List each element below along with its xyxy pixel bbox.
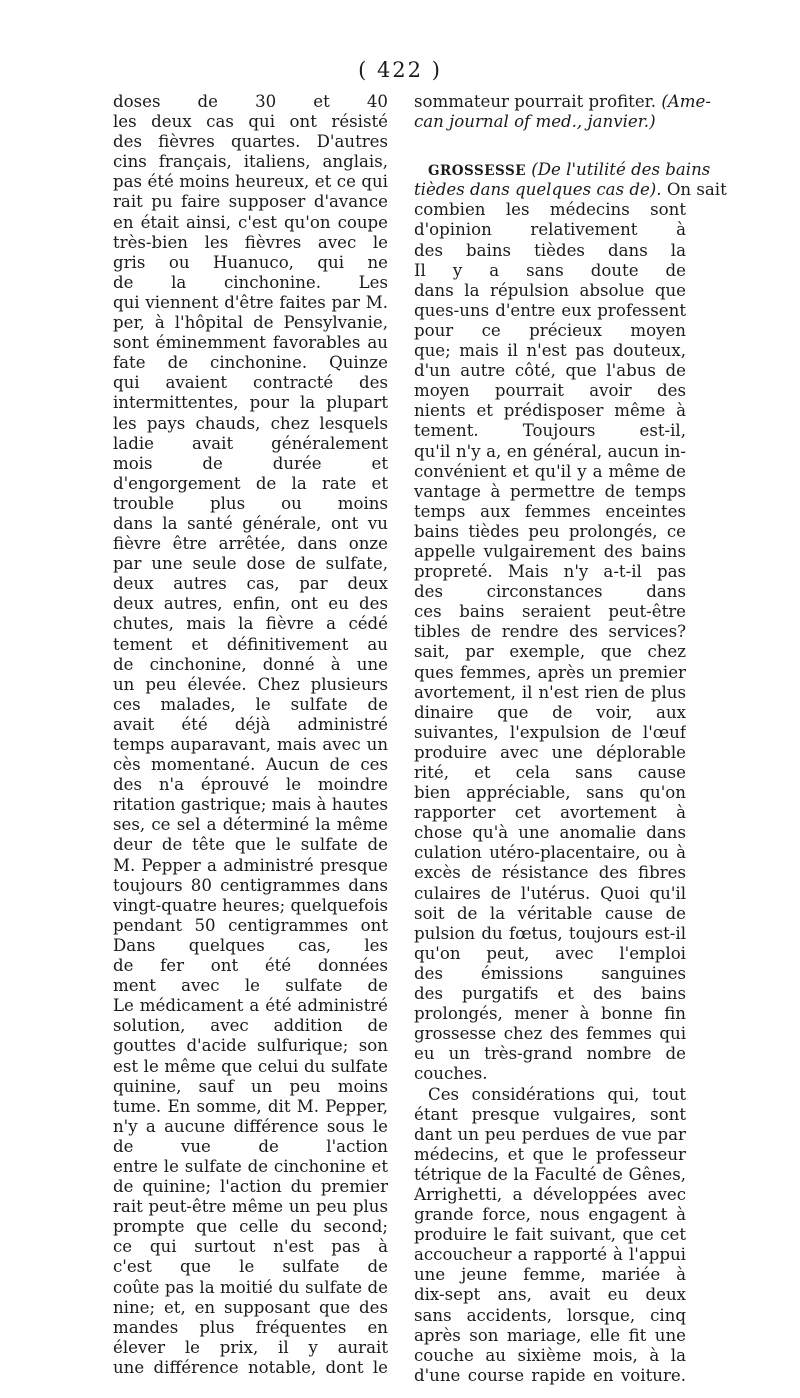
text-line: qu'on peut, avec l'emploi <box>414 943 686 963</box>
left-column <box>113 92 388 1398</box>
text-line: après son mariage, elle fit une <box>414 1325 686 1345</box>
text-line: d'un autre côté, que l'abus de <box>414 361 686 381</box>
text-line: culaires de l'utérus. Quoi qu'il <box>414 883 686 903</box>
text-line: est le même que celui du sulfate <box>113 1056 388 1076</box>
text-line: des émissions sanguines <box>414 963 686 983</box>
text-line: des circonstances dans <box>414 582 686 602</box>
right-column <box>414 92 727 1386</box>
section-heading-line <box>414 160 711 180</box>
text-line: qui avaient contracté des <box>113 373 388 393</box>
text-line: pas été moins heureux, et ce qui <box>113 172 388 192</box>
text-line: bien appréciable, sans qu'on <box>414 783 686 803</box>
text-line: doses de 30 et 40 <box>113 92 388 111</box>
text-line: deux autres cas, par deux <box>113 574 388 594</box>
text-line: propreté. Mais n'y a-t-il pas <box>414 562 686 582</box>
text-line: de cinchonine, donné à une <box>113 654 388 674</box>
text-line: produire avec une déplorable <box>414 742 686 762</box>
text-line: tume. En somme, dit M. Pepper, <box>113 1096 388 1116</box>
intro-text: sommateur pourrait profiter. <box>414 92 657 111</box>
text-line: deur de tête que le sulfate de <box>113 835 388 855</box>
text-line: d'une course rapide en voiture. <box>414 1365 686 1385</box>
text-line: eu un très-grand nombre de <box>414 1044 686 1064</box>
text-line <box>113 1378 388 1398</box>
text-line: pour ce précieux moyen <box>414 320 686 340</box>
text-line: couches. <box>414 1064 488 1084</box>
text-line <box>414 92 711 112</box>
text-line: étant presque vulgaires, sont <box>414 1104 686 1124</box>
text-line: ces malades, le sulfate de <box>113 694 388 714</box>
text-line: ladie avait généralement <box>113 433 388 453</box>
page-number: ( 422 ) <box>358 58 442 82</box>
text-line: couche au sixième mois, à la <box>414 1345 686 1365</box>
text-line: cès momentané. Aucun de ces <box>113 755 388 775</box>
text-line: de fer ont été données <box>113 956 388 976</box>
text-line: les deux cas qui ont résisté <box>113 112 388 132</box>
text-line: fièvre être arrêtée, dans onze <box>113 534 388 554</box>
text-line: tibles de rendre des services? <box>414 622 686 642</box>
text-line: un peu élevée. Chez plusieurs <box>113 674 388 694</box>
text-line: de quinine; l'action du premier <box>113 1177 388 1197</box>
text-line: mois de durée et <box>113 453 388 473</box>
text-line: très-bien les fièvres avec le <box>113 232 388 252</box>
text-line: rité, et cela sans cause <box>414 763 686 782</box>
source-citation: (Ame- <box>661 92 711 111</box>
text-line: n'y a aucune différence sous le <box>113 1116 388 1136</box>
text-line: ritation gastrique; mais à hautes <box>113 795 388 815</box>
text-line: sans accidents, lorsque, cinq <box>414 1305 686 1325</box>
text-line: nients et prédisposer même à <box>414 401 686 421</box>
text-line: culation utéro-placentaire, ou à <box>414 843 686 863</box>
text-line: grossesse chez des femmes qui <box>414 1024 686 1044</box>
text-line: prolongés, mener à bonne fin <box>414 1004 686 1024</box>
text-line: bains tièdes peu prolongés, ce <box>414 521 686 541</box>
text-line: toujours 80 centigrammes dans <box>113 875 388 895</box>
text-line: cins français, italiens, anglais, <box>113 152 388 172</box>
text-line: élever le prix, il y aurait <box>113 1337 388 1357</box>
text-line: deux autres, enfin, ont eu des <box>113 594 388 614</box>
text-line: per, à l'hôpital de Pensylvanie, <box>113 313 388 333</box>
text-line: dinaire que de voir, aux <box>414 702 686 722</box>
text-line: temps aux femmes enceintes <box>414 501 686 521</box>
text-line: dans la santé générale, ont vu <box>113 513 388 533</box>
text-line: des bains tièdes dans la <box>414 240 686 260</box>
text-line: Arrighetti, a développées avec <box>414 1184 686 1204</box>
section-subtitle: (De l'utilité des bains <box>531 160 711 180</box>
text-line: médecins, et que le professeur <box>414 1144 686 1164</box>
text-line: accoucheur a rapporté à l'appui <box>414 1245 686 1265</box>
text-line: gouttes d'acide sulfurique; son <box>113 1036 388 1056</box>
text-line: produire le fait suivant, que cet <box>414 1225 686 1245</box>
text-line: convénient et qu'il y a même de <box>414 461 686 481</box>
text-line: temps auparavant, mais avec un <box>113 735 388 754</box>
text-line: solution, avec addition de <box>113 1016 388 1036</box>
text-line: grande force, nous engagent à <box>414 1205 686 1225</box>
text-line: avortement, il n'est rien de plus <box>414 682 686 702</box>
text-line: pulsion du fœtus, toujours est-il <box>414 923 686 943</box>
text-line: appelle vulgairement des bains <box>414 541 686 561</box>
text-fragment: On sait <box>666 180 727 200</box>
section-gap <box>414 132 686 160</box>
section-heading: GROSSESSE <box>428 163 526 180</box>
text-line: soit de la véritable cause de <box>414 903 686 923</box>
text-line: avait été déjà administré <box>113 714 388 734</box>
text-line: intermittentes, pour la plupart <box>113 393 388 413</box>
text-line: qui viennent d'être faites par M. <box>113 292 388 312</box>
text-line: nine; et, en supposant que des <box>113 1297 388 1317</box>
text-line: ment avec le sulfate de <box>113 976 388 996</box>
text-line: des purgatifs et des bains <box>414 984 686 1004</box>
text-line: dix-sept ans, avait eu deux <box>414 1285 686 1305</box>
text-line: c'est que le sulfate de <box>113 1257 388 1277</box>
text-line: tement. Toujours est-il, <box>414 421 686 441</box>
text-line: en était ainsi, c'est qu'on coupe <box>113 212 388 232</box>
text-line: dans la répulsion absolue que <box>414 280 686 300</box>
text-line: tétrique de la Faculté de Gênes, <box>414 1164 686 1184</box>
text-line: M. Pepper a administré presque <box>113 855 388 875</box>
text-line: sont éminemment favorables au <box>113 333 388 353</box>
text-line: prompte que celle du second; <box>113 1217 388 1237</box>
text-line: chose qu'à une anomalie dans <box>414 823 686 843</box>
text-line: entre le sulfate de cinchonine et <box>113 1156 388 1176</box>
text-line: fate de cinchonine. Quinze <box>113 353 388 373</box>
text-line: ques femmes, après un premier <box>414 662 686 682</box>
text-line: qu'il n'y a, en général, aucun in- <box>414 441 686 461</box>
text-line: rait peut-être même un peu plus <box>113 1197 388 1217</box>
text-line: ce qui surtout n'est pas à <box>113 1237 388 1257</box>
text-line: Ces considérations qui, tout <box>428 1084 686 1104</box>
text-line: ses, ce sel a déterminé la même <box>113 815 388 835</box>
text-line: une jeune femme, mariée à <box>414 1265 686 1285</box>
text-line: sait, par exemple, que chez <box>414 642 686 662</box>
text-line: d'engorgement de la rate et <box>113 473 388 493</box>
text-line: tement et définitivement au <box>113 634 388 654</box>
text-line: combien les médecins sont <box>414 200 686 220</box>
text-line: rait pu faire supposer d'avance <box>113 192 388 212</box>
text-line: suivantes, l'expulsion de l'œuf <box>414 722 686 742</box>
text-line: mandes plus fréquentes en <box>113 1317 388 1337</box>
text-line: de la cinchonine. Les <box>113 272 388 292</box>
text-line: ces bains seraient peut-être <box>414 602 686 622</box>
text-line: coûte pas la moitié du sulfate de <box>113 1277 388 1297</box>
text-line: pendant 50 centigrammes ont <box>113 915 388 935</box>
section-subtitle-cont: tièdes dans quelques cas de). <box>414 180 662 200</box>
text-line: gris ou Huanuco, qui ne <box>113 252 388 272</box>
text-line: can journal of med., janvier.) <box>414 112 656 132</box>
text-line: chutes, mais la fièvre a cédé <box>113 614 388 634</box>
text-line: vingt-quatre heures; quelquefois <box>113 895 388 915</box>
text-line: que; mais il n'est pas douteux, <box>414 341 686 361</box>
text-line: Le médicament a été administré <box>113 996 388 1016</box>
text-line: par une seule dose de sulfate, <box>113 554 388 574</box>
text-line: des fièvres quartes. D'autres <box>113 132 388 152</box>
text-line <box>414 180 727 200</box>
text-line: rapporter cet avortement à <box>414 803 686 823</box>
text-line: excès de résistance des fibres <box>414 863 686 883</box>
text-line: des n'a éprouvé le moindre <box>113 775 388 795</box>
text-line: une différence notable, dont le <box>113 1357 388 1377</box>
text-line: Il y a sans doute de <box>414 260 686 280</box>
text-line: trouble plus ou moins <box>113 493 388 513</box>
text-line: d'opinion relativement à <box>414 220 686 240</box>
text-line: Dans quelques cas, les <box>113 935 388 955</box>
text-line: dant un peu perdues de vue par <box>414 1124 686 1144</box>
text-line: ques-uns d'entre eux professent <box>414 300 686 320</box>
text-line: les pays chauds, chez lesquels <box>113 413 388 433</box>
text-line: vantage à permettre de temps <box>414 481 686 501</box>
text-line: de vue de l'action <box>113 1136 388 1156</box>
text-line: quinine, sauf un peu moins <box>113 1076 388 1096</box>
text-line: moyen pourrait avoir des <box>414 381 686 401</box>
